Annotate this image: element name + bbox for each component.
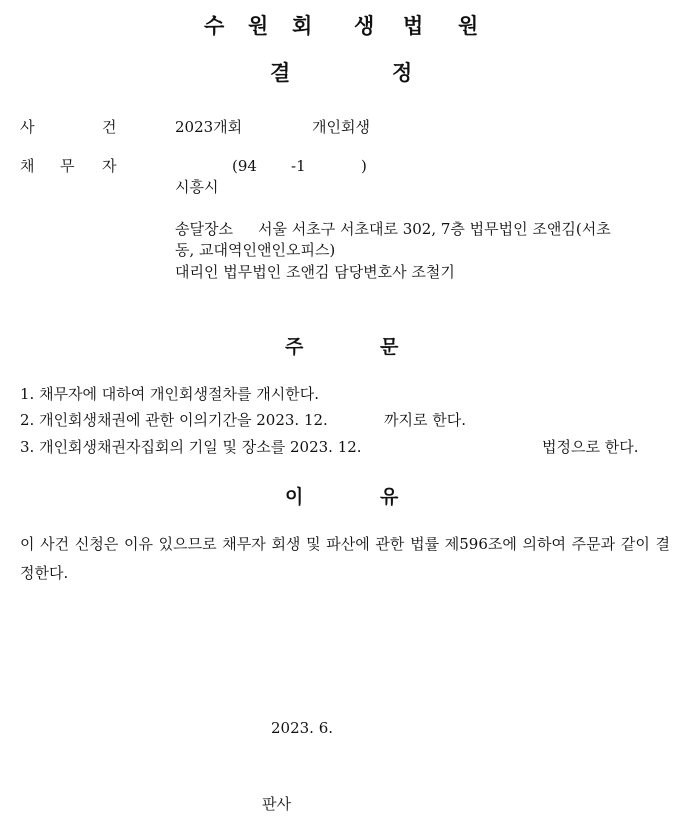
order-item-tail: 법정으로 한다. [542, 438, 639, 456]
order-item: 2. 개인회생채권에 관한 이의기간을 2023. 12. [20, 411, 328, 429]
debtor-id: (94 [232, 157, 257, 175]
debtor-label-char: 자 [102, 157, 117, 175]
service-address: 동, 교대역인앤인오피스) [175, 241, 336, 259]
document-type-char: 정 [392, 61, 413, 85]
debtor-label-char: 무 [60, 157, 75, 175]
court-title-char: 회 [292, 14, 313, 38]
reason-text: 이 사건 신청은 이유 있으므로 채무자 회생 및 파산에 관한 법률 제596조에 의하여 주문과 같이 결정한다. [20, 535, 670, 582]
order-item: 3. 개인회생채권자집회의 기일 및 장소를 2023. 12. [20, 438, 362, 456]
order-heading-char: 문 [380, 336, 399, 358]
decision-date: 2023. 6. [271, 719, 334, 737]
reason-heading-char: 유 [380, 486, 399, 508]
service-address: 서울 서초구 서초대로 302, 7층 법무법인 조앤김(서초 [258, 220, 611, 238]
document-type-char: 결 [270, 61, 291, 85]
court-title-char: 법 [403, 14, 424, 38]
debtor-label-char: 채 [20, 157, 35, 175]
order-heading-char: 주 [285, 336, 304, 358]
debtor-id: ) [361, 157, 367, 175]
case-label-char: 건 [102, 118, 117, 136]
order-item: 1. 채무자에 대하여 개인회생절차를 개시한다. [20, 385, 319, 403]
debtor-id: -1 [291, 157, 306, 175]
order-item-tail: 까지로 한다. [384, 411, 466, 429]
service-label: 송달장소 [175, 220, 233, 238]
court-title-char: 수 [204, 14, 225, 38]
court-title-char: 원 [458, 14, 479, 38]
judge-label: 판사 [262, 795, 291, 813]
debtor-address: 시흥시 [175, 178, 219, 196]
court-title-char: 원 [248, 14, 269, 38]
reason-heading-char: 이 [285, 486, 304, 508]
case-number: 2023개회 [175, 118, 243, 136]
legal-agent: 대리인 법무법인 조앤김 담당변호사 조철기 [175, 263, 455, 281]
case-type: 개인회생 [312, 118, 370, 136]
case-label-char: 사 [20, 118, 35, 136]
court-title-char: 생 [354, 14, 375, 38]
